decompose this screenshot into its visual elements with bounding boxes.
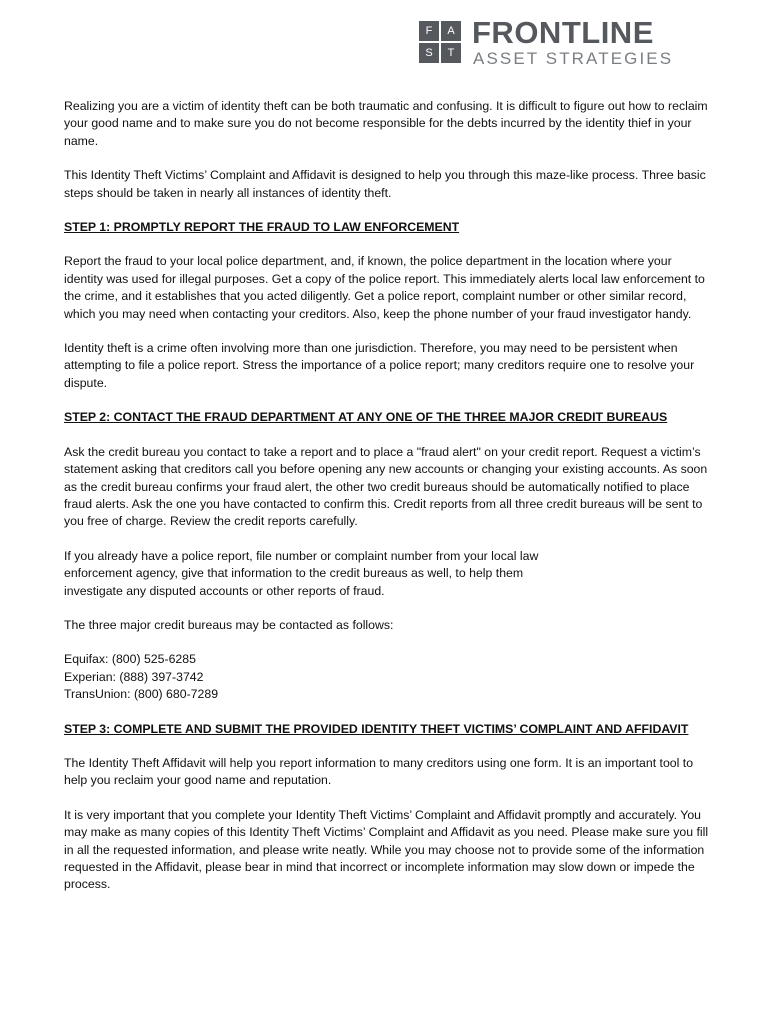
- logo-tagline: ASSET STRATEGIES: [473, 49, 674, 68]
- logo-tile: F: [419, 21, 439, 41]
- logo-tile: S: [419, 43, 439, 63]
- bureau-transunion: TransUnion: (800) 680-7289: [64, 687, 219, 702]
- credit-bureau-list: [64, 651, 714, 703]
- step-2-paragraph-1: Ask the credit bureau you contact to take a report and to place a "fraud alert" on your credit report. Request a victim’s statement asking that creditors call you before opening any new accounts or changing your existing accounts. As soon as the credit bureau confirms your fraud alert, the other two credit bureaus should be automatically notified to place fraud alerts. Ask the one you have contacted to confirm this. Credit reports from all three credit bureaus will be sent to you free of charge. Review the credit reports carefully.: [64, 444, 708, 529]
- step-2-heading: STEP 2: CONTACT THE FRAUD DEPARTMENT AT ANY ONE OF THE THREE MAJOR CREDIT BUREAUS: [64, 410, 668, 425]
- intro-paragraph-1: Realizing you are a victim of identity theft can be both traumatic and confusing. It is difficult to figure out how to reclaim your good name and to make sure you do not become responsible for the debts incurred by the identity thief in your name.: [64, 99, 708, 148]
- step-1-paragraph-1: Report the fraud to your local police department, and, if known, the police department in the location where your identity was used for illegal purposes. Get a copy of the police report. This immediately alerts local law enforcement to the crime, and it establishes that you acted diligently. Get a police report, complaint number or other similar record, which you may need when contacting your creditors. Also, keep the phone number of your fraud investigator handy.: [64, 254, 705, 321]
- logo-company-name: FRONTLINE: [472, 15, 654, 50]
- bureau-experian: Experian: (888) 397-3742: [64, 669, 204, 684]
- step-2-paragraph-3: The three major credit bureaus may be contacted as follows:: [64, 617, 394, 632]
- step-1-heading: STEP 1: PROMPTLY REPORT THE FRAUD TO LAW ENFORCEMENT: [64, 220, 460, 235]
- logo-tiles: [419, 21, 463, 65]
- step-3-paragraph-1: The Identity Theft Affidavit will help you report information to many creditors using one form. It is an important tool to help you reclaim your good name and reputation.: [64, 755, 694, 788]
- text-line: enforcement agency, give that information to the credit bureaus as well, to help them: [64, 566, 524, 581]
- intro-paragraph-2: This Identity Theft Victims’ Complaint and Affidavit is designed to help you through this maze-like process. Three basic steps should be taken in nearly all instances of identity theft.: [64, 168, 706, 200]
- logo-tile: T: [441, 43, 461, 63]
- step-3-heading: STEP 3: COMPLETE AND SUBMIT THE PROVIDED IDENTITY THEFT VICTIMS’ COMPLAINT AND AFFIDAVIT: [64, 721, 689, 736]
- step-3-paragraph-2: It is very important that you complete your Identity Theft Victims’ Complaint and Affidavit promptly and accurately. You may make as many copies of this Identity Theft Victims’ Complaint and Affidavit as you need. Please make sure you fill in all the requested information, and please write neatly. While you may choose not to provide some of the information requested in the Affidavit, please bear in mind that incorrect or incomplete information may slow down or impede the process.: [64, 807, 709, 892]
- step-2-paragraph-2: [64, 548, 714, 600]
- text-line: If you already have a police report, file number or complaint number from your local law: [64, 548, 539, 563]
- company-logo: [419, 15, 709, 69]
- logo-tile: A: [441, 21, 461, 41]
- bureau-equifax: Equifax: (800) 525-6285: [64, 652, 196, 667]
- step-1-paragraph-2: Identity theft is a crime often involving more than one jurisdiction. Therefore, you may need to be persistent when attempting to file a police report. Stress the importance of a police report; many creditors require one to resolve your dispute.: [64, 341, 695, 390]
- text-line: investigate any disputed accounts or other reports of fraud.: [64, 583, 385, 598]
- document-body: [64, 98, 714, 894]
